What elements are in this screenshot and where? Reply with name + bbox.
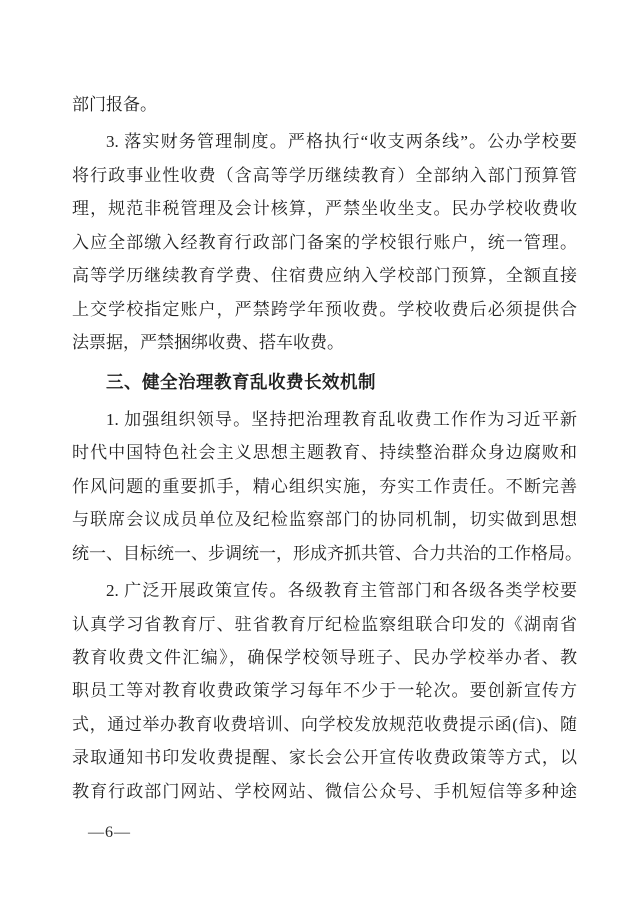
text-line: 教育收费文件汇编》，确保学校领导班子、民办学校举办者、教: [72, 648, 577, 667]
text-line: 上交学校指定账户，严禁跨学年预收费。学校收费后必须提供合: [72, 299, 577, 319]
section-heading: 三、健全治理教育乱收费长效机制: [106, 371, 376, 392]
text-line: 作风问题的重要抓手，精心组织实施，夯实工作责任。不断完善: [72, 476, 577, 496]
text-line: 高等学历继续教育学费、住宿费应纳入学校部门预算，全额直接: [72, 266, 577, 286]
text-line: 2. 广泛开展政策宣传。各级教育主管部门和各级各类学校要: [106, 581, 577, 601]
text-line: 1. 加强组织领导。坚持把治理教育乱收费工作作为习近平新: [106, 409, 577, 429]
text-line: 入应全部缴入经教育行政部门备案的学校银行账户，统一管理。: [72, 232, 577, 252]
text-line: 将行政事业性收费（含高等学历继续教育）全部纳入部门预算管: [72, 165, 577, 185]
document-lines: [72, 88, 582, 808]
text-line: 理，规范非税管理及会计核算，严禁坐收坐支。民办学校收费收: [72, 199, 577, 219]
text-line: 3. 落实财务管理制度。严格执行“收支两条线”。公办学校要: [106, 132, 577, 152]
text-line: 时代中国特色社会主义思想主题教育、持续整治群众身边腐败和: [72, 443, 577, 463]
text-line: 部门报备。: [72, 95, 157, 114]
text-line: 录取通知书印发收费提醒、家长会公开宣传收费政策等方式，以: [72, 748, 577, 768]
text-line: 式，通过举办教育收费培训、向学校发放规范收费提示函(信)、随: [72, 714, 577, 734]
text-line: 统一、目标统一、步调统一，形成齐抓共管、合力共治的工作格局。: [72, 543, 582, 563]
text-line: 教育行政部门网站、学校网站、微信公众号、手机短信等多种途: [72, 781, 577, 801]
text-line: 职员工等对教育收费政策学习每年不少于一轮次。要创新宣传方: [72, 681, 577, 701]
page-number: —6—: [88, 824, 131, 841]
text-line: 法票据，严禁捆绑收费、搭车收费。: [72, 333, 344, 353]
text-line: 与联席会议成员单位及纪检监察部门的协同机制，切实做到思想: [72, 510, 577, 530]
text-line: 认真学习省教育厅、驻省教育厅纪检监察组联合印发的《湖南省: [72, 614, 577, 634]
